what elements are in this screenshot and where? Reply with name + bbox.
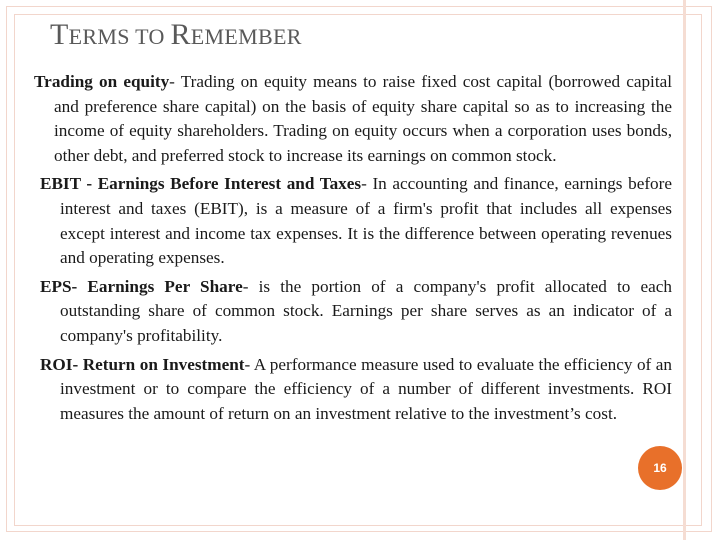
term-definition: A performance measure used to evaluate the efficiency of an investment or to compare the efficiency of a number of different investments. ROI measures the amount of return on an investment relative to the investment’s cost. [60, 354, 672, 423]
term-name: EPS- Earnings Per Share [40, 276, 243, 296]
term-separator: - [169, 72, 181, 91]
term-definition: Trading on equity means to raise fixed cost capital (borrowed capital and preference share capital) on the basis of equity share capital so as to increasing the income of equity shareholders. Trading on equity occurs when a corporation uses bonds, other debt, and preferred stock to increase its earnings on common stock. [54, 72, 673, 165]
term-ebit [40, 172, 672, 270]
term-separator: - [361, 174, 373, 194]
term-definition: is the portion of a company's profit allocated to each outstanding share of common stock. Earnings per share serves as an indicator of a company's profitability. [60, 276, 672, 345]
term-name: ROI- Return on Investment [40, 354, 245, 374]
term-separator: - [242, 276, 259, 296]
title-cap-1: T [50, 18, 69, 51]
term-definition: In accounting and finance, earnings before interest and taxes (EBIT), is a measure of a firm's profit that includes all expenses except interest and income tax expenses. It is the difference between operating revenues and operating expenses. [60, 174, 672, 268]
title-part-1: ERMS TO [68, 24, 171, 49]
slide-title [50, 18, 302, 52]
terms-list [34, 70, 672, 426]
term-trading-on-equity [34, 70, 672, 168]
term-roi [40, 353, 672, 427]
page-number-badge [638, 446, 682, 490]
term-name: Trading on equity [34, 72, 170, 91]
title-cap-2: R [170, 18, 191, 51]
page-number: 16 [653, 461, 667, 475]
title-part-2: EMEMBER [190, 24, 302, 49]
slide-frame-rule [683, 0, 686, 540]
term-name: EBIT - Earnings Before Interest and Taxes [40, 174, 362, 194]
term-separator: - [244, 354, 254, 374]
term-eps [40, 275, 672, 349]
